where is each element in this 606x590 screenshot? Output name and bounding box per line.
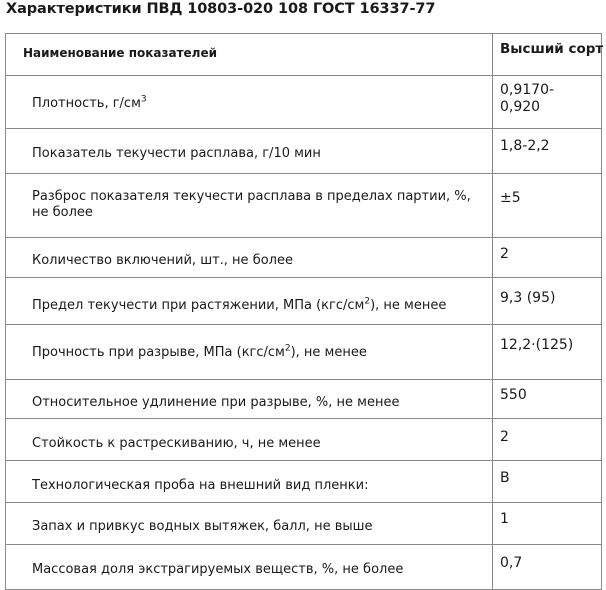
row-value-odor-taste: 1 — [493, 503, 602, 545]
table-row — [6, 174, 602, 238]
table-header-row — [6, 34, 602, 76]
row-label-melt-flow-index: Показатель текучести расплава, г/10 мин — [6, 129, 493, 174]
row-label-yield-strength: Предел текучести при растяжении, МПа $(кгс/см^2)$, не менее — [6, 278, 493, 325]
table-row — [6, 419, 602, 461]
row-label-density: Плотность, $г/см^3$ — [6, 76, 493, 129]
table-row — [6, 238, 602, 278]
row-value-yield-strength: 9,3 (95) — [493, 278, 602, 325]
row-label-crack-resistance: Стойкость к растрескиванию, ч, не менее — [6, 419, 493, 461]
table-row — [6, 325, 602, 380]
row-value-tensile-strength: 12,2·(125) — [493, 325, 602, 380]
row-label-odor-taste: Запах и привкус водных вытяжек, балл, не выше — [6, 503, 493, 545]
table-row — [6, 380, 602, 419]
superscript: 2 — [284, 343, 291, 354]
table-row — [6, 129, 602, 174]
row-value-melt-flow-spread: ±5 — [493, 174, 602, 238]
table-row — [6, 503, 602, 545]
row-label-tensile-strength: Прочность при разрыве, МПа $(кгс/см^2)$, не менее — [6, 325, 493, 380]
row-value-film-appearance: В — [493, 461, 602, 503]
row-value-melt-flow-index: 1,8-2,2 — [493, 129, 602, 174]
row-value-extractables: 0,7 — [493, 545, 602, 590]
superscript: 2 — [364, 296, 371, 307]
row-label-extractables: Массовая доля экстрагируемых веществ, %, не более — [6, 545, 493, 590]
table-row — [6, 278, 602, 325]
row-label-inclusions: Количество включений, шт., не более — [6, 238, 493, 278]
row-value-elongation: 550 — [493, 380, 602, 419]
row-label-elongation: Относительное удлинение при разрыве, %, не менее — [6, 380, 493, 419]
row-value-density: 0,9170- 0,920 — [493, 76, 602, 129]
row-label-film-appearance: Технологическая проба на внешний вид пленки: — [6, 461, 493, 503]
table-row — [6, 76, 602, 129]
row-value-inclusions: 2 — [493, 238, 602, 278]
table-row — [6, 461, 602, 503]
column-header-name: Наименование показателей — [6, 34, 493, 76]
superscript: 3 — [140, 94, 147, 105]
table-row — [6, 545, 602, 590]
page-title: Характеристики ПВД 10803-020 108 ГОСТ 16337-77 — [6, 1, 436, 17]
row-value-crack-resistance: 2 — [493, 419, 602, 461]
row-label-melt-flow-spread: Разброс показателя текучести расплава в пределах партии, %, не более — [6, 174, 493, 238]
specifications-table — [5, 33, 602, 590]
column-header-grade: Высший сорт — [493, 34, 602, 76]
